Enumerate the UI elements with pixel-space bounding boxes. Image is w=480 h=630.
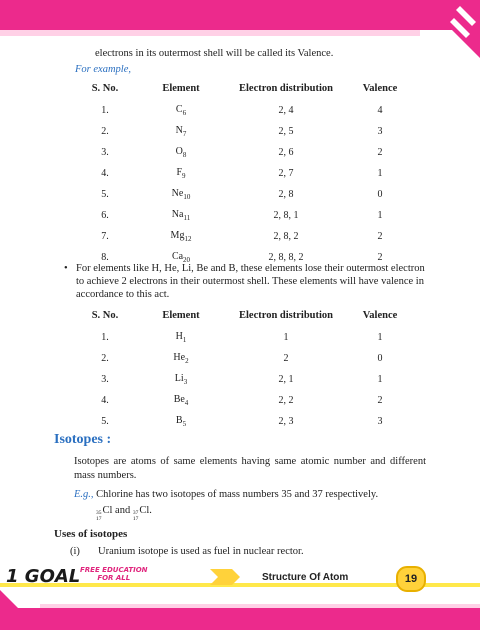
table-row — [75, 369, 415, 390]
col-element: Element — [162, 309, 200, 321]
cell-sno: 8. — [101, 252, 109, 263]
cell-distribution: 2, 1 — [278, 374, 294, 385]
cell-element — [135, 184, 227, 205]
brand-tagline: FREE EDUCATION FOR ALL — [80, 566, 148, 582]
cell-sno: 4. — [101, 395, 109, 406]
cell-distribution: 2, 5 — [278, 126, 294, 137]
atomic-number: 20 — [183, 256, 191, 264]
atomic-number: 3 — [183, 378, 188, 386]
list-number: (i) — [70, 546, 80, 557]
atomic-number: 9 — [182, 172, 186, 180]
table-row — [75, 205, 415, 226]
isotopes-definition: Isotopes are atoms of same elements having same atomic number and different mass numbers. — [74, 456, 426, 481]
element-symbol: O — [175, 146, 183, 157]
page-number: 19 — [396, 566, 426, 592]
cell-distribution: 2, 4 — [278, 105, 294, 116]
cell-distribution: 1 — [283, 332, 289, 343]
cell-sno: 3. — [101, 147, 109, 158]
cell-valence: 0 — [377, 353, 383, 364]
cell-sno: 7. — [101, 231, 109, 242]
col-sno: S. No. — [91, 309, 119, 321]
table-row — [75, 163, 415, 184]
col-distribution: Electron distribution — [238, 309, 334, 321]
header-bar — [0, 0, 480, 30]
cell-distribution: 2, 8, 8, 2 — [268, 252, 304, 263]
cell-valence: 3 — [377, 416, 383, 427]
cell-element — [135, 121, 227, 142]
cell-valence: 1 — [377, 168, 383, 179]
cell-valence: 2 — [377, 231, 383, 242]
col-valence: Valence — [362, 309, 398, 321]
isotopes-heading: Isotopes : — [54, 432, 112, 447]
element-symbol: Ca — [171, 251, 184, 262]
valence-table-2 — [75, 303, 415, 432]
table-row — [75, 348, 415, 369]
chapter-arrow-icon — [210, 569, 240, 585]
atomic-number: 5 — [182, 420, 187, 428]
element-symbol: H — [175, 331, 183, 342]
intro-text: electrons in its outermost shell will be called its Valence. — [95, 48, 334, 59]
table-row — [75, 142, 415, 163]
element-symbol: Be — [173, 394, 185, 405]
cell-valence: 2 — [377, 395, 383, 406]
element-symbol: Li — [174, 373, 184, 384]
table-row — [75, 327, 415, 348]
cell-distribution: 2, 2 — [278, 395, 294, 406]
cell-element — [135, 327, 227, 348]
chlorine-isotopes: 35 17 Cl and 37 17 Cl. — [96, 505, 152, 522]
table-row — [75, 226, 415, 247]
element-symbol: F — [176, 167, 183, 178]
element-symbol: Na — [171, 209, 184, 220]
cell-element — [135, 163, 227, 184]
eg-label: E.g., — [74, 489, 94, 500]
table-row — [75, 411, 415, 432]
element-symbol: He — [173, 352, 186, 363]
cell-sno: 2. — [101, 126, 109, 137]
col-element: Element — [162, 82, 200, 94]
cell-valence: 2 — [377, 252, 383, 263]
bullet-icon: • — [64, 263, 68, 274]
cell-sno: 1. — [101, 105, 109, 116]
cell-valence: 2 — [377, 147, 383, 158]
atomic-number: 1 — [182, 336, 187, 344]
table-header-row — [75, 303, 415, 327]
cell-distribution: 2, 6 — [278, 147, 294, 158]
cell-element — [135, 390, 227, 411]
cell-element — [135, 142, 227, 163]
atomic-number: 12 — [184, 235, 192, 243]
cell-element — [135, 411, 227, 432]
cell-element — [135, 369, 227, 390]
atomic-number: 7 — [182, 130, 187, 138]
cell-valence: 1 — [377, 332, 383, 343]
eg-text: Chlorine has two isotopes of mass numbers 35 and 37 respectively. — [93, 489, 379, 500]
col-valence: Valence — [362, 82, 398, 94]
cell-valence: 3 — [377, 126, 383, 137]
list-item — [70, 546, 304, 557]
col-distribution: Electron distribution — [238, 82, 334, 94]
table-row — [75, 390, 415, 411]
cell-element — [135, 226, 227, 247]
atomic-number: 2 — [185, 357, 189, 365]
example-label: For example, — [75, 64, 131, 75]
header-band — [0, 30, 420, 36]
element-symbol: Mg — [170, 230, 185, 241]
brand-logo: 1 GOAL — [6, 566, 81, 587]
cell-sno: 1. — [101, 332, 109, 343]
cell-distribution: 2, 8 — [278, 189, 294, 200]
atomic-number: 4 — [184, 399, 189, 407]
cell-distribution: 2 — [283, 353, 289, 364]
corner-decoration-icon — [0, 590, 40, 630]
isotope-notation: 35 17 — [96, 510, 102, 522]
atomic-number: 8 — [182, 151, 187, 159]
bullet-note — [64, 262, 434, 301]
cell-sno: 3. — [101, 374, 109, 385]
cell-distribution: 2, 3 — [278, 416, 294, 427]
valence-table-1 — [75, 76, 415, 268]
cell-element — [135, 205, 227, 226]
isotope-notation: 37 17 — [132, 510, 139, 522]
cell-valence: 0 — [377, 189, 383, 200]
list-text: Uranium isotope is used as fuel in nuclear rector. — [98, 546, 304, 557]
cell-element — [135, 100, 227, 121]
element-symbol: Ne — [171, 188, 184, 199]
isotopes-example — [74, 488, 426, 502]
col-sno: S. No. — [91, 82, 119, 94]
cell-valence: 4 — [377, 105, 383, 116]
cell-distribution: 2, 8, 2 — [273, 231, 299, 242]
atomic-number: 6 — [182, 109, 187, 117]
chapter-title: Structure Of Atom — [262, 572, 349, 583]
cell-sno: 5. — [101, 416, 109, 427]
cell-distribution: 2, 7 — [278, 168, 294, 179]
cell-distribution: 2, 8, 1 — [273, 210, 299, 221]
corner-decoration-icon — [432, 0, 480, 58]
element-symbol: C — [175, 104, 183, 115]
cell-sno: 5. — [101, 189, 109, 200]
footer-bar — [0, 608, 480, 630]
table-row — [75, 100, 415, 121]
element-symbol: N — [175, 125, 183, 136]
cell-sno: 2. — [101, 353, 109, 364]
atomic-number: 10 — [183, 193, 191, 201]
atomic-number: 11 — [183, 214, 191, 222]
bullet-text: For elements like H, He, Li, Be and B, these elements lose their outermost electron to achieve 2 electrons in their outermost shell. These elements will have valence in accordance to this act. — [76, 263, 425, 300]
uses-heading: Uses of isotopes — [54, 528, 128, 540]
table-row — [75, 184, 415, 205]
cell-element — [135, 348, 227, 369]
table-row — [75, 121, 415, 142]
element-symbol: B — [175, 415, 183, 426]
cell-valence: 1 — [377, 210, 383, 221]
cell-sno: 4. — [101, 168, 109, 179]
table-header-row — [75, 76, 415, 100]
cell-valence: 1 — [377, 374, 383, 385]
cell-sno: 6. — [101, 210, 109, 221]
